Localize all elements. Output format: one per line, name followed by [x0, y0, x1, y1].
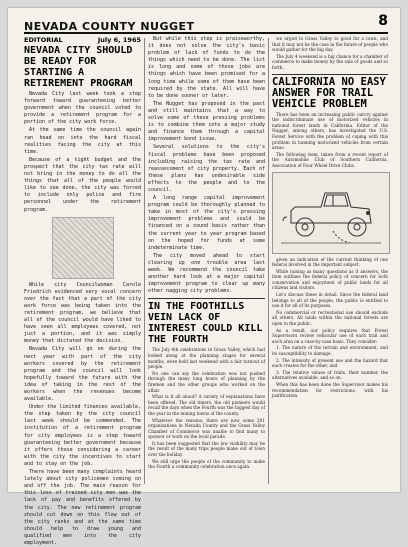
california-paragraph: There has been an increasing public outcry against the indiscriminate use of motorized vehicles in national forest lands in California. Editor of the Nugget, among others, has investigated the U.S. Forest Service with the problem of coping with this problem in banning motorized vehicles from certain areas. — [272, 111, 388, 151]
foothills-paragraph: Whatever the reasons, there are now some 201 organizations in Nevada County and the Grass Valley Chamber of Commerce was unable to find many to sponsor or work on the local parade. — [148, 417, 265, 440]
column-2 — [148, 36, 265, 488]
column-3 — [272, 36, 388, 488]
vintage-car-illustration — [272, 172, 390, 254]
column-divider — [144, 38, 145, 484]
editorial-paragraph: While city Councilwoman Carole Friedrich evidenced very vocal concern over the fact that a part of the city work force was being taken into the retirement program, we believe that all of the council would have liked to have seen all employees covered, not just a portion, and it was simply money that dictated the decision. — [24, 281, 141, 345]
editorial-paragraph: Several solutions to the city's fiscal problems have been proposed including raising the tax rate and reassessment of city property. Each of these plans has undesirable side effects to the people and to the council. — [148, 144, 265, 193]
california-paragraph: 2. The intensity of present use and the hazard that each creates for the other, and — [272, 357, 388, 369]
california-paragraph: No commercial or recreational use should exclude all others. All lands within the national forests are open to the public. — [272, 309, 388, 327]
editorial-paragraph: There have been many complaints heard lately about city policemen coming on and off the job. The main reason for this loss of trained city men was the lack of pay and benefits offered by the city. The new retirement program should cut down on this flow out of the city ranks and at the same time should help to draw young and qualified men into the city employment. — [24, 469, 141, 546]
editorial-paragraph: The Nugget has proposed in the past and still maintains that a way to solve some of these pressing problems is to combine them into a major study and finance them through a capital improvement bond issue. — [148, 100, 265, 143]
editorial-paragraph: Under the limited finances available, the step taken by the city council last week should be commended. The institution of a retirement program for city employees is a step toward guaranteeing better government because it offers those considering a career with the city the incentives to start and to stay on the job. — [24, 404, 141, 467]
editorial-paragraph: The city moved ahead to start clearing up one trouble area last week. We recommend the council take another hard look at a major capital improvement program to clear up many other nagging city problems. — [148, 252, 265, 295]
foothills-paragraph: We still urge the people of the community to make the Fourth a community celebration once again. — [148, 458, 265, 470]
page-header — [24, 15, 388, 33]
california-paragraph: As a result, our policy requires that Forest Supervisors review vehicular use of each trail and each area on a case-by-case basis. They consider: — [272, 327, 388, 344]
california-paragraph: The following item, taken from a recent report of the Automobile Club of Southern California, Association of Four Wheel Drive Clubs. — [272, 151, 388, 168]
editorial-paragraph: Because of a tight budget and the prospect that the city tax rate will not bring in the money to do all the things that all of the people would like to see done, the city was forced to include only police and fire personnel under the retirement program. — [24, 156, 141, 213]
foothills-paragraph: What is it all about? A variety of explanations have been offered. The old timers, the old pioneers would recall the days when the Fourth was the biggest day of the year in the mining towns of the county. — [148, 394, 265, 416]
cartoon-image — [52, 217, 114, 279]
foothills-paragraph: The July 4th celebrations in Grass Valley, which had looked along at the planning stages for several months, were held last weekend with a fair turnout of people. — [148, 347, 265, 370]
editorial-kicker — [24, 36, 141, 44]
foothills-paragraph: No one can say the celebration was not pushed through the many long hours of planning by the firemen and the other groups who worked on the affair. — [148, 370, 265, 393]
california-paragraph: Let's discuss these in detail. Since the federal land belongs to all of the people, the public is entitled to use it for all of its purposes. — [272, 292, 388, 309]
editorial-paragraph: Nevada City will go on during the next year with part of the city workers covered by the retirement program and the council will look hopefully toward the future with the idea of taking in the rest of the workers when the revenues become available. — [24, 346, 141, 403]
vintage-car-icon — [273, 173, 389, 253]
page-number: 8 — [378, 13, 388, 29]
foothills-paragraph: It has been suggested that the low visibility may be the result of the many trips people make out of town over the holiday. — [148, 440, 265, 458]
editorial-paragraph: At the same time the council again ran head on into the hard fiscal realities facing the city at this time. — [24, 127, 141, 155]
masthead: NEVADA COUNTY NUGGET — [24, 20, 195, 33]
editorial-headline: NEVADA CITY SHOULD BE READY FOR STARTING A RETIREMENT PROGRAM — [24, 45, 133, 89]
foothills-continuation: we urged to Grass Valley to good for a town, and that it may not be the case in the future of people who would gather for the big day. — [272, 36, 388, 53]
foothills-continuation: The July 4 weekend is a big chance for a chamber of commerce to make money by the sale of goods and so forth. — [272, 53, 388, 70]
california-headline: CALIFORNIA NO EASY ANSWER FOR TRAIL VEHICLE PROBLEM — [272, 75, 386, 110]
foothills-headline: IN THE FOOTHILLS VEIN LACK OF INTEREST COULD KILL THE FOURTH — [148, 301, 263, 346]
header-rule — [24, 32, 388, 34]
editorial-date: July 6, 1965 — [97, 36, 141, 44]
california-paragraph: 3. The relative values of trails, their number, the alternatives available, and so on. — [272, 369, 388, 381]
editorial-paragraph: A long range capital improvement program could be thoroughly planned to take in most of the city's pressing improvement problems and could be financed on a sound basis rather than the current year to year program based on the hoped for funds at some indeterminate time. — [148, 195, 265, 251]
editorial-label: EDITORIAL — [24, 36, 63, 44]
section-divider — [272, 74, 388, 75]
editorial-paragraph: Nevada City last week took a step forward toward guaranteeing better government when the council voted to provide a retirement program for a portion of the city work force. — [24, 91, 141, 126]
california-paragraph: 1. The nature of the terrain and environment, and its susceptibility to damage. — [272, 345, 388, 356]
editorial-paragraph: But while this step is praiseworthy, it does not solve the city's basic problem of lack of funds to do the things which need to be done. The list is long and some of those jobs are things which have been promised for a long time while some of them have been required by the state. All will have to be done sooner or later. — [148, 36, 265, 99]
newspaper-page — [8, 8, 400, 546]
california-paragraph: While raising as many questions as it answers, the item outlines the federal policy of concern for both conservation and enjoyment of public lands for all citizens and visitors. — [272, 268, 388, 291]
column-1 — [24, 36, 141, 546]
california-paragraph: When this has been done the Supervisor makes his recommendation for restrictions, with his justification. — [272, 381, 388, 399]
section-divider — [148, 298, 265, 299]
column-divider — [268, 38, 269, 484]
california-paragraph: given an indication of the current thinking of one federal involved in the important subject. — [272, 256, 388, 268]
